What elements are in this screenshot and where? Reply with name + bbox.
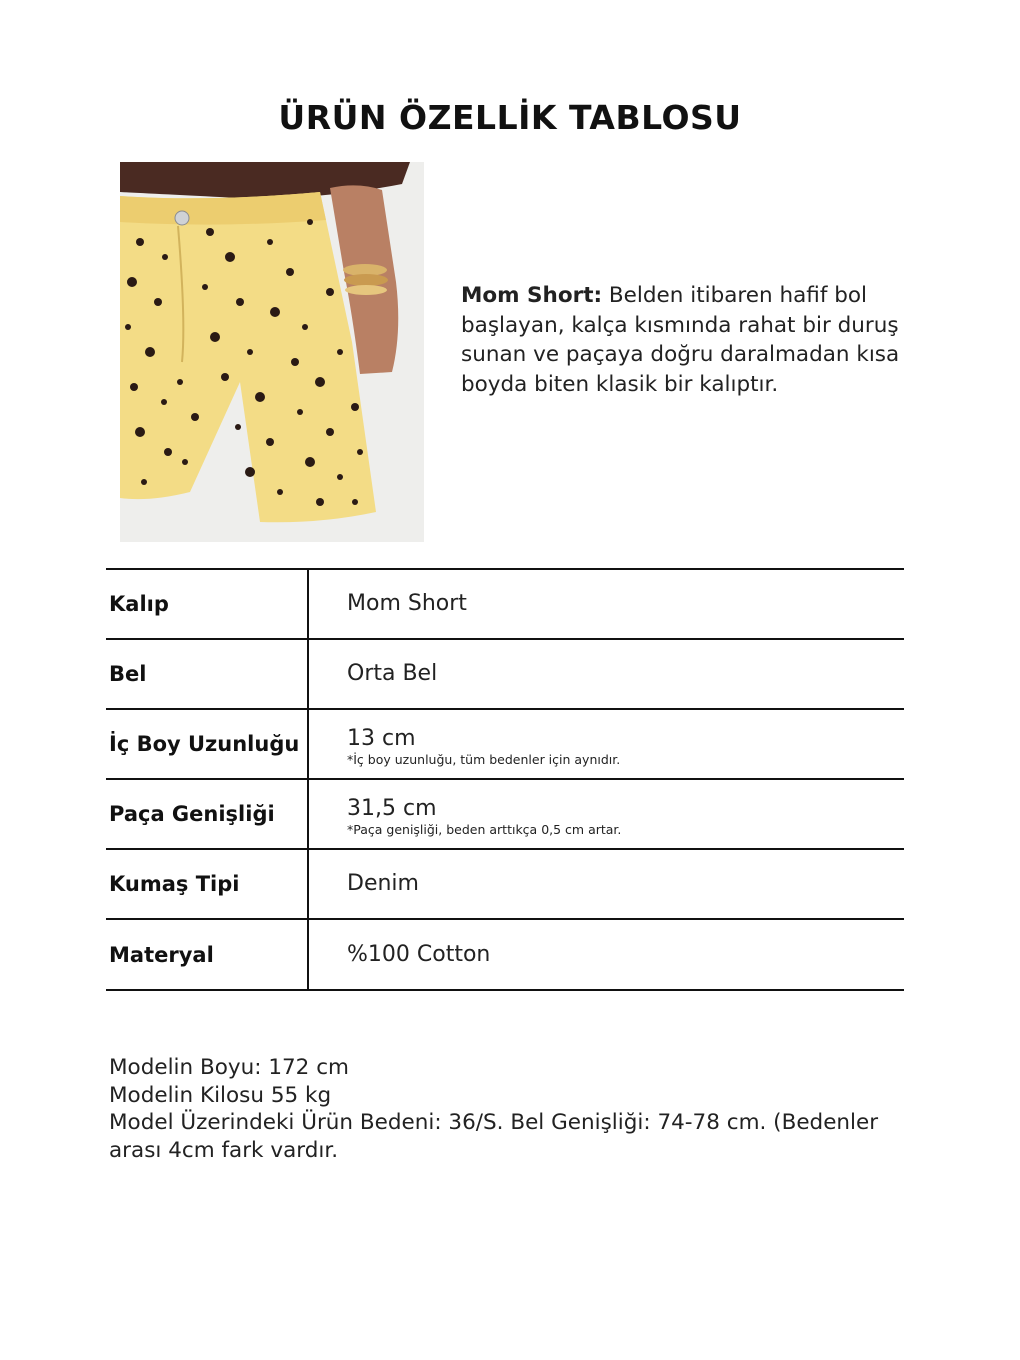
- spec-note: *Paça genişliği, beden arttıkça 0,5 cm artar.: [347, 822, 622, 837]
- spec-value: 31,5 cm: [347, 796, 437, 821]
- spec-row-material: [106, 920, 904, 991]
- spec-row-waist: [106, 640, 904, 710]
- spec-row-fit: [106, 570, 904, 640]
- spec-table: [106, 568, 904, 991]
- description-label: Mom Short:: [461, 283, 603, 308]
- model-weight: Modelin Kilosu 55 kg: [109, 1082, 332, 1108]
- spec-value-cell: [347, 570, 897, 638]
- spec-value-cell: [347, 850, 897, 918]
- column-divider: [307, 920, 309, 989]
- spec-label: Bel: [109, 662, 147, 686]
- column-divider: [307, 570, 309, 638]
- model-height: Modelin Boyu: 172 cm: [109, 1055, 349, 1080]
- spec-value: 13 cm: [347, 726, 416, 751]
- spec-row-fabric: [106, 850, 904, 920]
- spec-value-cell: [347, 780, 897, 848]
- spec-value: Mom Short: [347, 591, 467, 616]
- spec-note: *İç boy uzunluğu, tüm bedenler için aynıdır.: [347, 752, 621, 767]
- model-size-note: Model Üzerindeki Ürün Bedeni: 36/S. Bel Genişliği: 74-78 cm. (Bedenler arası 4cm fark vardır.: [109, 1110, 879, 1163]
- product-photo: [120, 162, 424, 542]
- column-divider: [307, 640, 309, 708]
- model-info: [109, 1054, 899, 1164]
- spec-label: Kalıp: [109, 592, 169, 616]
- description-text: Belden itibaren hafif bol başlayan, kalça kısmında rahat bir duruş sunan ve paçaya doğru daralmadan kısa boyda biten klasik bir kalıptır.: [461, 283, 900, 397]
- spec-label: Paça Genişliği: [109, 802, 275, 826]
- spec-value-cell: [347, 640, 897, 708]
- spec-label: Materyal: [109, 942, 214, 967]
- product-description: [461, 281, 901, 399]
- spec-value: Orta Bel: [347, 661, 438, 686]
- spec-value-cell: [347, 920, 897, 989]
- spec-row-inseam: [106, 710, 904, 780]
- spec-label: Kumaş Tipi: [109, 872, 240, 896]
- column-divider: [307, 710, 309, 778]
- spec-row-leg-opening: [106, 780, 904, 850]
- product-photo-illustration: [120, 162, 424, 542]
- column-divider: [307, 780, 309, 848]
- column-divider: [307, 850, 309, 918]
- spec-value: %100 Cotton: [347, 941, 491, 967]
- spec-value: Denim: [347, 871, 419, 896]
- spec-value-cell: [347, 710, 897, 778]
- page-title: ÜRÜN ÖZELLİK TABLOSU: [278, 98, 742, 137]
- spec-label: İç Boy Uzunluğu: [109, 732, 300, 756]
